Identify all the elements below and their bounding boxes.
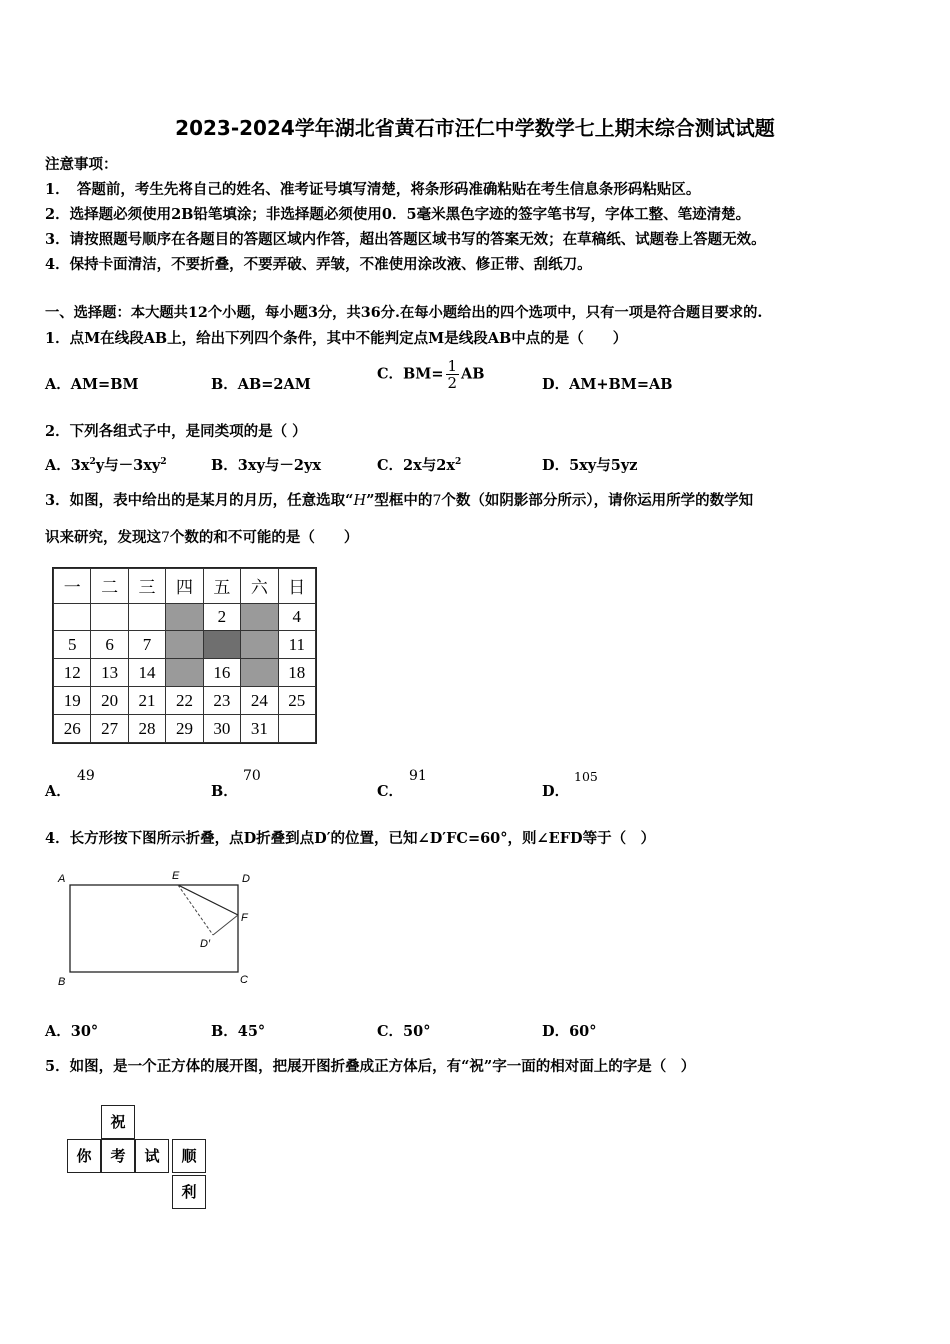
question-5-stem: 5．如图，是一个正方体的展开图，把展开图折叠成正方体后，有“祝”字一面的相对面上的字是（ ） — [45, 1058, 696, 1075]
question-2-stem: 2．下列各组式子中，是同类项的是（ ） — [45, 423, 307, 440]
fraction-denominator: 2 — [447, 374, 458, 392]
calendar-cell — [128, 603, 165, 631]
q3-text: 3．如图，表中给出的是某月的月历，任意选取“ — [45, 492, 354, 509]
q3-option-a-value: 49 — [77, 768, 95, 784]
q1-option-c — [377, 358, 485, 391]
question-1-stem: 1．点M在线段AB上，给出下列四个条件，其中不能判定点M是线段AB中点的是（ ） — [45, 330, 628, 347]
calendar-cell: 23 — [203, 687, 240, 715]
calendar-row — [54, 715, 316, 743]
superscript: 2 — [89, 457, 96, 468]
calendar-header: 六 — [241, 569, 278, 604]
calendar-cell: 4 — [278, 603, 315, 631]
q2-a-text: y与－3xy — [95, 457, 161, 474]
q3-option-c-value: 91 — [409, 768, 427, 784]
calendar-cell: 11 — [278, 631, 315, 659]
calendar-cell-shaded — [241, 631, 278, 659]
q3-text: 个数的和不可能的是（ ） — [169, 529, 359, 546]
q2-option-a — [45, 454, 167, 475]
calendar-cell — [54, 603, 91, 631]
calendar-cell: 19 — [54, 687, 91, 715]
point-label-f: F — [241, 912, 248, 924]
calendar-cell: 28 — [128, 715, 165, 743]
q1-option-c-suffix: AB — [461, 365, 485, 383]
fold-line-d-prime-f — [213, 915, 238, 935]
notice-item: 1． 答题前，考生先将自己的姓名、准考证号填写清楚，将条形码准确粘贴在考生信息条形码粘贴区。 — [45, 181, 701, 198]
calendar-figure — [52, 567, 317, 744]
calendar-cell: 21 — [128, 687, 165, 715]
q3-option-b-value: 70 — [243, 768, 261, 784]
q1-option-d: D．AM+BM=AB — [542, 376, 673, 393]
q3-h-letter: H — [353, 493, 367, 509]
calendar-cell: 27 — [91, 715, 128, 743]
calendar-cell: 29 — [166, 715, 203, 743]
fold-line-ef — [178, 885, 238, 915]
point-label-d: D — [242, 873, 250, 885]
q2-a-text: A．3x — [45, 457, 90, 474]
q2-option-c — [377, 454, 461, 475]
calendar-row — [54, 631, 316, 659]
q3-text: ”型框中的 — [366, 492, 433, 509]
calendar-cell: 26 — [54, 715, 91, 743]
calendar-cell: 31 — [241, 715, 278, 743]
calendar-cell: 20 — [91, 687, 128, 715]
calendar-header: 四 — [166, 569, 203, 604]
point-label-d-prime: D′ — [200, 938, 211, 950]
calendar-cell: 14 — [128, 659, 165, 687]
q3-option-b-label: B． — [211, 783, 238, 800]
calendar-row — [54, 659, 316, 687]
net-face-bottom: 利 — [172, 1175, 206, 1209]
fold-rectangle-figure — [52, 864, 272, 992]
page-title: 2023-2024学年湖北省黄石市汪仁中学数学七上期末综合测试试题 — [175, 116, 775, 140]
calendar-cell-shaded — [241, 659, 278, 687]
calendar-row — [54, 603, 316, 631]
q1-option-a: A．AM=BM — [45, 376, 139, 393]
notice-item: 2．选择题必须使用2B铅笔填涂；非选择题必须使用0．5毫米黑色字迹的签字笔书写，字体工整、笔迹清楚。 — [45, 206, 751, 223]
calendar-header: 三 — [128, 569, 165, 604]
calendar-cell: 2 — [203, 603, 240, 631]
point-label-b: B — [58, 976, 66, 988]
q2-option-d: D．5xy与5yz — [542, 457, 638, 474]
calendar-cell — [278, 715, 315, 743]
q3-option-d-label: D． — [542, 783, 570, 800]
calendar-cell-shaded — [166, 603, 203, 631]
calendar-cell: 5 — [54, 631, 91, 659]
notice-item: 4．保持卡面清洁，不要折叠，不要弄破、弄皱，不准使用涂改液、修正带、刮纸刀。 — [45, 256, 592, 273]
calendar-header: 一 — [54, 569, 91, 604]
question-3-stem-line2 — [45, 526, 358, 547]
calendar-cell: 16 — [203, 659, 240, 687]
net-face: 考 — [101, 1139, 135, 1173]
net-face: 你 — [67, 1139, 101, 1173]
net-face: 试 — [135, 1139, 169, 1173]
calendar-cell: 24 — [241, 687, 278, 715]
calendar-header-row — [54, 569, 316, 604]
notice-item: 3．请按照题号顺序在各题目的答题区域内作答，超出答题区域书写的答案无效；在草稿纸、试题卷上答题无效。 — [45, 231, 766, 248]
calendar-header: 二 — [91, 569, 128, 604]
calendar-table — [53, 568, 316, 743]
point-label-e: E — [172, 870, 180, 882]
fraction-numerator: 1 — [447, 357, 458, 375]
calendar-cell: 12 — [54, 659, 91, 687]
q3-option-c-label: C． — [377, 783, 404, 800]
calendar-cell: 7 — [128, 631, 165, 659]
q3-text: 个数（如阴影部分所示），请你运用所学的数学知 — [441, 492, 754, 509]
calendar-header: 日 — [278, 569, 315, 604]
point-label-a: A — [58, 873, 66, 885]
calendar-cell: 30 — [203, 715, 240, 743]
section-heading: 一、选择题：本大题共12个小题，每小题3分，共36分.在每小题给出的四个选项中，只有一项是符合题目要求的. — [45, 305, 763, 321]
q4-option-d: D．60° — [542, 1023, 597, 1040]
fold-line-ed-prime — [178, 885, 213, 935]
question-4-stem: 4．长方形按下图所示折叠，点D折叠到点D′的位置，已知∠D′FC=60°，则∠EFD等于（ ） — [45, 830, 656, 847]
calendar-cell-shaded — [241, 603, 278, 631]
q4-option-a: A．30° — [45, 1023, 99, 1040]
q3-option-a-label: A． — [45, 783, 71, 800]
q3-number: 7 — [432, 493, 442, 509]
question-3-stem-line1 — [45, 489, 753, 510]
q3-option-d-value: 105 — [574, 769, 598, 784]
superscript: 2 — [160, 457, 167, 468]
calendar-cell: 18 — [278, 659, 315, 687]
superscript: 2 — [455, 457, 462, 468]
calendar-cell: 6 — [91, 631, 128, 659]
q3-number: 7 — [161, 530, 170, 546]
calendar-cell — [91, 603, 128, 631]
q2-option-b: B．3xy与－2yx — [211, 457, 322, 474]
q3-text: 识来研究，发现这 — [45, 529, 161, 546]
fraction — [446, 358, 460, 391]
calendar-cell: 13 — [91, 659, 128, 687]
calendar-cell-shaded — [203, 631, 240, 659]
q1-option-b: B．AB=2AM — [211, 376, 311, 393]
calendar-row — [54, 687, 316, 715]
rectangle-abcd — [70, 885, 238, 972]
point-label-c: C — [240, 974, 248, 986]
q1-option-c-prefix: C．BM= — [377, 365, 444, 383]
q4-option-b: B．45° — [211, 1023, 266, 1040]
q4-option-c: C．50° — [377, 1023, 431, 1040]
calendar-cell: 22 — [166, 687, 203, 715]
net-face: 顺 — [172, 1139, 206, 1173]
calendar-header: 五 — [203, 569, 240, 604]
q2-c-text: C．2x与2x — [377, 457, 456, 474]
calendar-cell-shaded — [166, 631, 203, 659]
notice-heading: 注意事项： — [45, 156, 118, 173]
calendar-cell-shaded — [166, 659, 203, 687]
calendar-cell: 25 — [278, 687, 315, 715]
net-face-top: 祝 — [101, 1105, 135, 1139]
